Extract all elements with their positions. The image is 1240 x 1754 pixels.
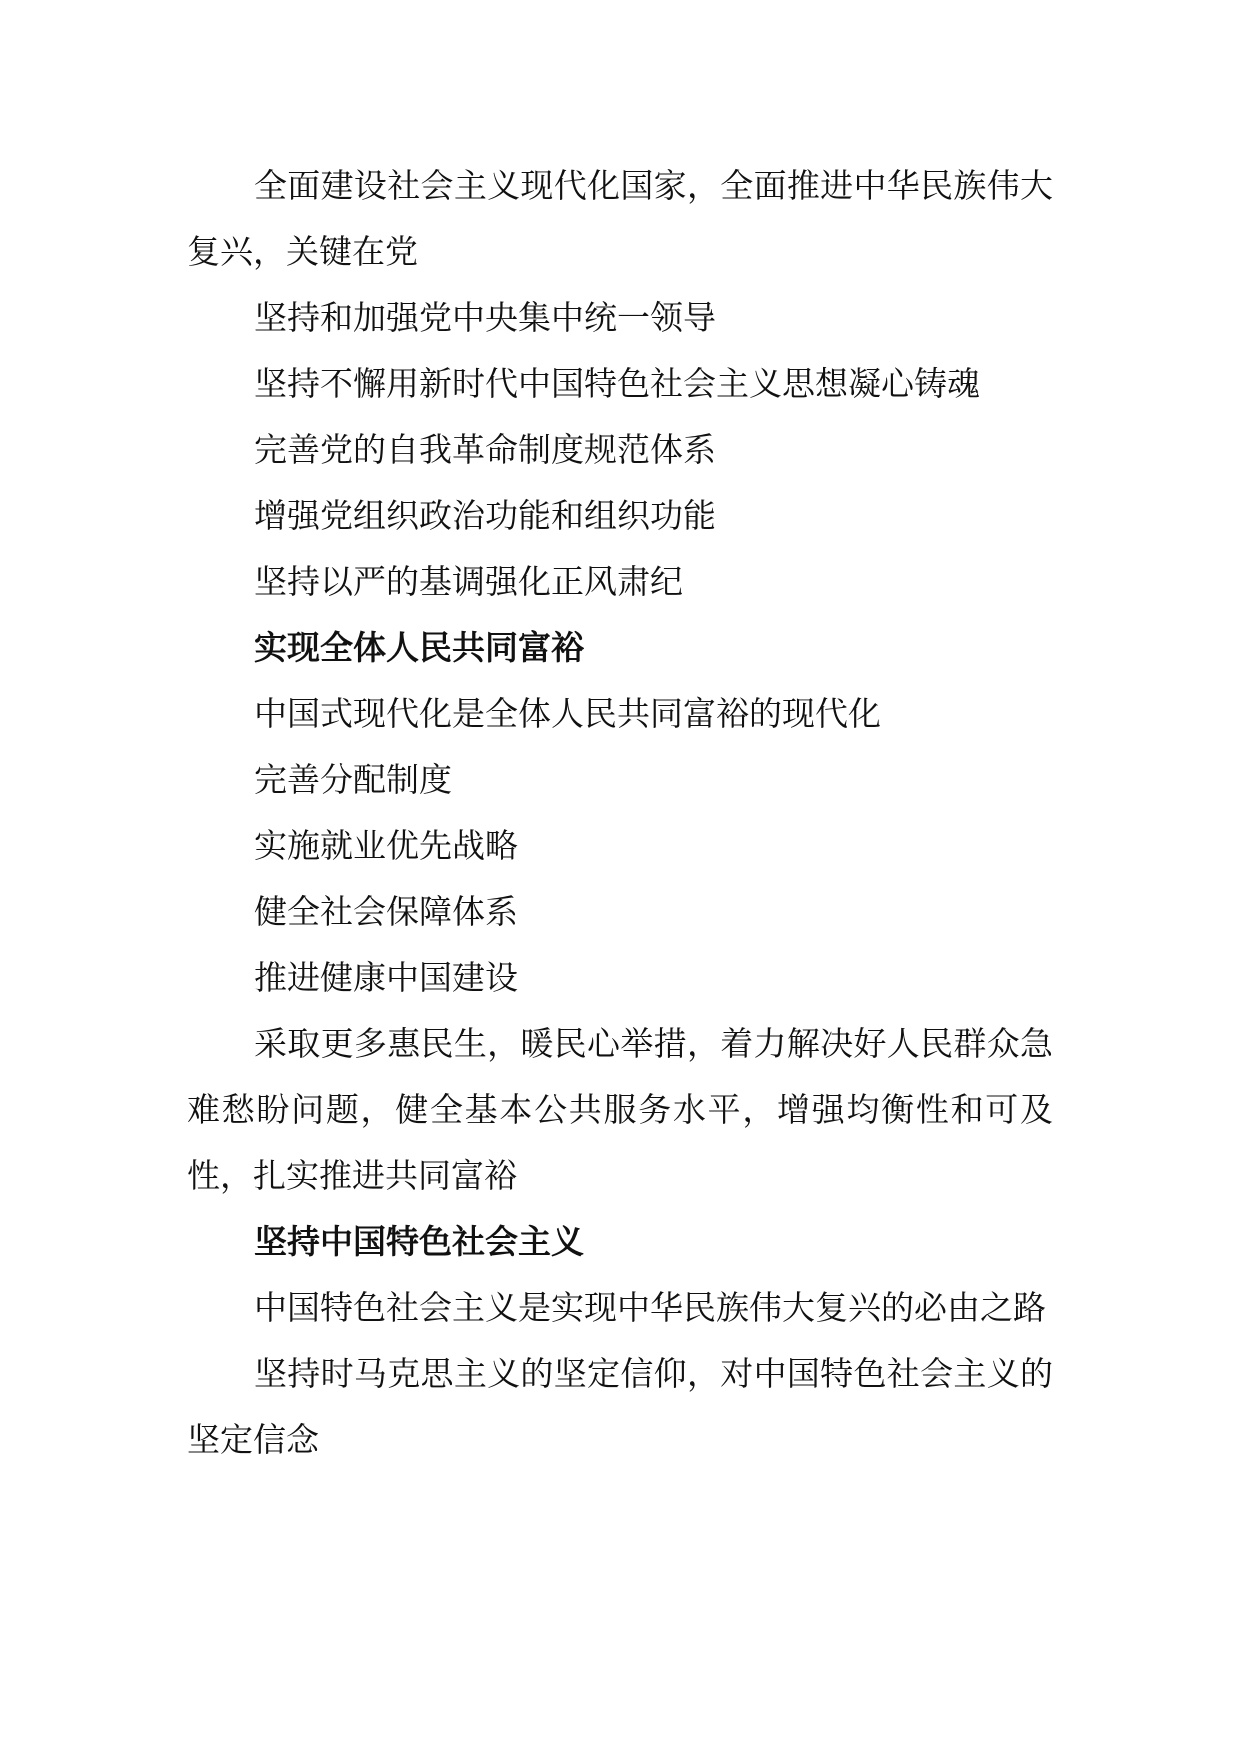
section-heading-socialism: 坚持中国特色社会主义 [254, 1222, 584, 1261]
paragraph-key-in-party: 全面建设社会主义现代化国家，全面推进中华民族伟大复兴，关键在党 [187, 166, 1053, 271]
document-body [187, 153, 1053, 1473]
paragraph-self-revolution: 完善党的自我革命制度规范体系 [254, 430, 716, 469]
paragraph-distribution-system: 完善分配制度 [254, 760, 452, 799]
paragraph-central-leadership: 坚持和加强党中央集中统一领导 [254, 298, 716, 337]
paragraph-unite-minds: 坚持不懈用新时代中国特色社会主义思想凝心铸魂 [254, 364, 980, 403]
paragraph-employment-strategy: 实施就业优先战略 [254, 826, 518, 865]
paragraph-livelihood-measures: 采取更多惠民生，暖民心举措，着力解决好人民群众急难愁盼问题，健全基本公共服务水平，增强均衡性和可及性，扎实推进共同富裕 [187, 1024, 1053, 1195]
paragraph-strict-discipline: 坚持以严的基调强化正风肃纪 [254, 562, 683, 601]
paragraph-modernization-prosperity: 中国式现代化是全体人民共同富裕的现代化 [254, 694, 881, 733]
paragraph-social-security: 健全社会保障体系 [254, 892, 518, 931]
section-heading-common-prosperity: 实现全体人民共同富裕 [254, 628, 584, 667]
paragraph-necessary-path: 中国特色社会主义是实现中华民族伟大复兴的必由之路 [254, 1288, 1046, 1327]
paragraph-organization-functions: 增强党组织政治功能和组织功能 [254, 496, 716, 535]
paragraph-firm-belief: 坚持时马克思主义的坚定信仰，对中国特色社会主义的坚定信念 [187, 1354, 1053, 1459]
paragraph-healthy-china: 推进健康中国建设 [254, 958, 518, 997]
